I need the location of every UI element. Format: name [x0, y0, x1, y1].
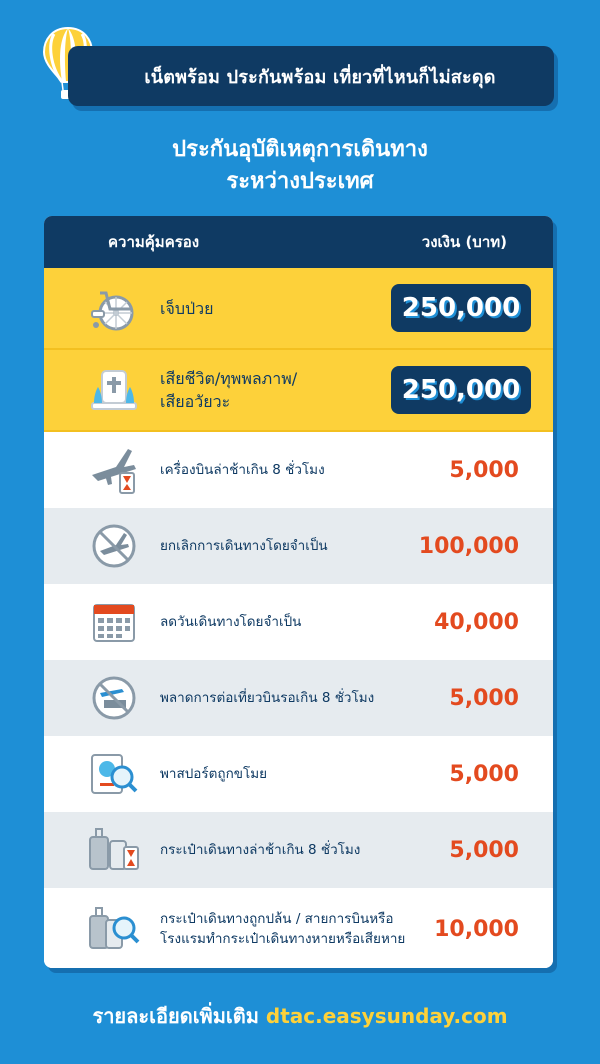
row-label [160, 367, 297, 413]
missed-connection-icon [86, 673, 142, 723]
row-label: กระเป๋าเดินทางล่าช้าเกิน 8 ชั่วโมง [160, 842, 361, 858]
table-header [44, 216, 553, 268]
table-row [44, 888, 553, 968]
table-row [44, 350, 553, 432]
row-label-line-1: กระเป๋าเดินทางถูกปล้น / สายการบินหรือ [160, 911, 394, 927]
row-label: เจ็บป่วย [160, 298, 214, 318]
row-label [160, 909, 405, 949]
luggage-delay-icon [86, 825, 142, 875]
promo-banner [68, 46, 554, 106]
row-amount: 5,000 [449, 457, 519, 483]
footer-prefix: รายละเอียดเพิ่มเติม [92, 1004, 259, 1028]
plane-delay-icon [86, 445, 142, 495]
footer [0, 1000, 600, 1032]
title-line-1: ประกันอุบัติเหตุการเดินทาง [172, 137, 428, 162]
banner-text: เน็ตพร้อม ประกันพร้อม เที่ยวที่ไหนก็ไม่สะดุด [144, 66, 496, 88]
coverage-table [44, 216, 553, 968]
table-row [44, 268, 553, 350]
row-label-line-2: โรงแรมทำกระเป๋าเดินทางหายหรือเสียหาย [160, 931, 406, 947]
calendar-icon [86, 597, 142, 647]
row-label-line-1: เสียชีวิต/ทุพพลภาพ/ [160, 369, 298, 388]
tombstone-icon [86, 365, 142, 415]
row-amount: 10,000 [434, 916, 519, 942]
row-label-line-2: เสียอวัยวะ [160, 392, 231, 411]
row-label: พาสปอร์ตถูกขโมย [160, 766, 268, 782]
table-row [44, 660, 553, 736]
luggage-search-icon [86, 904, 142, 954]
wheelchair-icon [86, 283, 142, 333]
page-title [0, 134, 600, 198]
header-coverage: ความคุ้มครอง [108, 233, 200, 251]
row-amount: 40,000 [434, 609, 519, 635]
table-row [44, 736, 553, 812]
row-amount: 5,000 [449, 685, 519, 711]
row-amount: 250,000 [391, 366, 531, 414]
title-line-2: ระหว่างประเทศ [226, 169, 374, 194]
row-amount: 5,000 [449, 837, 519, 863]
row-amount: 100,000 [418, 533, 519, 559]
row-label: ลดวันเดินทางโดยจำเป็น [160, 614, 302, 630]
row-label: พลาดการต่อเที่ยวบินรอเกิน 8 ชั่วโมง [160, 690, 375, 706]
table-row [44, 508, 553, 584]
row-label: เครื่องบินล่าช้าเกิน 8 ชั่วโมง [160, 462, 325, 478]
row-label: ยกเลิกการเดินทางโดยจำเป็น [160, 538, 328, 554]
row-amount: 250,000 [391, 284, 531, 332]
passport-search-icon [86, 749, 142, 799]
row-amount: 5,000 [449, 761, 519, 787]
footer-link[interactable]: dtac.easysunday.com [265, 1004, 508, 1028]
table-row [44, 812, 553, 888]
table-row [44, 584, 553, 660]
header-amount: วงเงิน (บาท) [421, 233, 507, 251]
table-row [44, 432, 553, 508]
cancelled-flight-icon [86, 521, 142, 571]
